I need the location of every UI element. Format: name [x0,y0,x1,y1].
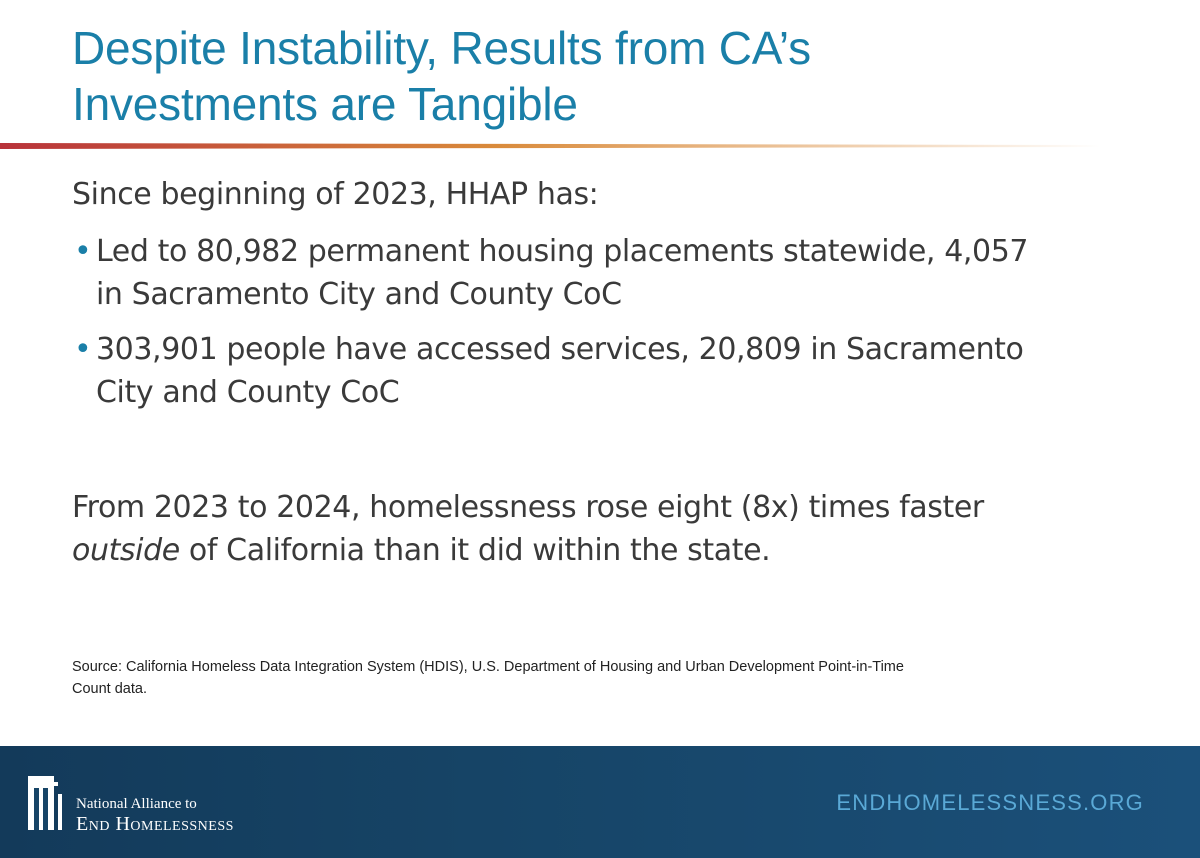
intro-text: Since beginning of 2023, HHAP has: [72,177,599,212]
logo-line-2: End Homelessness [76,813,234,835]
bullet-list [72,230,1152,426]
finding-line: From 2023 to 2024, homelessness rose eight (8x) times faster [72,490,984,525]
bullet-line: 303,901 people have accessed services, 20,809 in Sacramento [96,332,1024,367]
source-line: Source: California Homeless Data Integration System (HDIS), U.S. Department of Housing and Urban Development Point-in-Time [72,659,904,675]
logo [26,772,286,834]
bullet-dot-icon: • [74,332,92,367]
title-line: Despite Instability, Results from CA’s [72,22,811,74]
source-note [72,656,1132,700]
bullet-line: Led to 80,982 permanent housing placements statewide, 4,057 [96,234,1029,269]
source-line: Count data. [72,681,147,697]
footer-bar [0,746,1200,858]
title-line: Investments are Tangible [72,78,578,130]
list-item [72,328,1152,414]
finding-text [72,486,1152,572]
bullet-dot-icon: • [74,234,92,269]
website-link[interactable]: ENDHOMELESSNESS.ORG [836,790,1144,815]
slide-title [72,20,1132,132]
finding-line-rest: of California than it did within the state. [179,533,771,568]
logo-line-1: National Alliance to [76,796,197,812]
finding-line [72,529,1152,572]
bullet-line: City and County CoC [96,375,400,410]
list-item [72,230,1152,316]
building-columns-icon [26,774,70,832]
bullet-line: in Sacramento City and County CoC [96,277,622,312]
emphasis-text: outside [72,533,180,568]
title-divider [0,142,1200,150]
logo-wordmark [76,796,234,836]
